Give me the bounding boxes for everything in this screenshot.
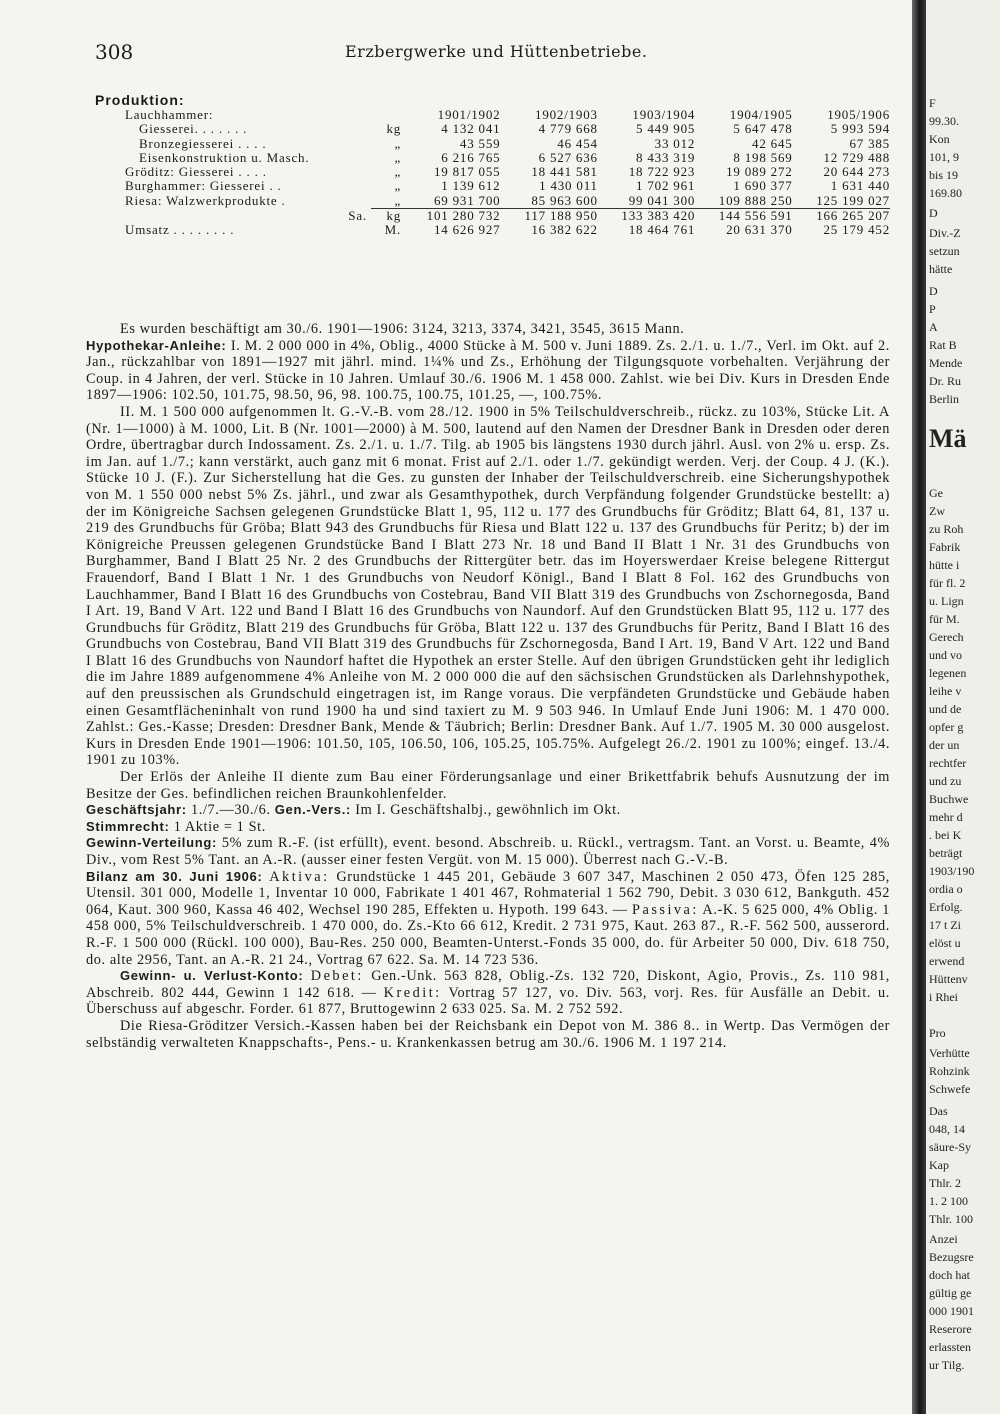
- geschaeftsjahr-value: 1./7.—30./6.: [191, 802, 271, 819]
- fragment-text: Verhütte: [929, 1046, 970, 1060]
- year-header: 1901/1902: [437, 108, 501, 122]
- fragment-text: Gerech: [929, 630, 964, 644]
- fragment-text: D: [929, 206, 938, 220]
- geschaeftsjahr-line: [86, 802, 890, 819]
- fragment-text: Div.-Z: [929, 226, 961, 240]
- adjacent-page-fragments: [926, 0, 1000, 1414]
- row-value: 109 888 250: [718, 193, 793, 208]
- fragment-text: Hüttenv: [929, 972, 968, 986]
- fragment-text: opfer g: [929, 720, 964, 734]
- row-value: 18 722 923: [628, 165, 696, 180]
- table-row: [125, 122, 890, 136]
- table-row: [125, 137, 890, 151]
- row-value: 33 012: [654, 136, 696, 151]
- umsatz-label: Umsatz . . . . . . . .: [125, 223, 235, 238]
- fragment-text: Schwefe: [929, 1082, 971, 1096]
- fragment-text: Rohzink: [929, 1064, 970, 1078]
- fragment-text: mehr d: [929, 810, 963, 824]
- row-value: 5 449 905: [636, 122, 696, 137]
- fragment-text: rechtfer: [929, 756, 967, 770]
- sum-value: 117 188 950: [500, 209, 597, 224]
- fragment-text: 000 1901: [929, 1304, 974, 1318]
- fragment-text: Mä: [929, 424, 967, 453]
- fragment-text: i Rhei: [929, 990, 958, 1004]
- fragment-text: Reserore: [929, 1322, 972, 1336]
- row-label: Bronzegiesserei . . . .: [139, 136, 267, 151]
- fragment-text: 99.30.: [929, 114, 959, 128]
- table-row: [125, 165, 890, 179]
- gewinn-verteilung-text: 5% zum R.-F. (ist erfüllt), event. besond. Abschreib. u. Rückl., vertragsm. Tant. an Vorst. u. Beamte, 4% Div., vom Rest 5% Tant. an A.-R. (ausser einer festen Vergüt. von M. 15 000). Überrest nach G.-V.-B.: [86, 835, 890, 868]
- fragment-text: Thlr. 100: [929, 1212, 973, 1226]
- sum-value: 144 556 591: [695, 209, 792, 224]
- fragment-text: beträgt: [929, 846, 963, 860]
- row-value: 8 433 319: [636, 150, 696, 165]
- row-value: 67 385: [849, 136, 890, 151]
- row-label: Gröditz: Giesserei . . . .: [125, 165, 267, 180]
- stimmrecht-heading: Stimmrecht:: [86, 818, 170, 834]
- riesa-paragraph: Die Riesa-Gröditzer Versich.-Kassen haben bei der Reichsbank ein Depot von M. 386 8.. in Wertp. Das Vermögen der selbständig verwalteten Knappschafts-, Pens.- u. Krankenkassen betrug am 30./6. 1906 M. 1 197 214.: [86, 1017, 890, 1051]
- sum-unit: kg: [371, 209, 403, 224]
- hypothek-heading: Hypothekar-Anleihe:: [86, 337, 227, 353]
- stimmrecht-value: 1 Aktie = 1 St.: [173, 818, 266, 835]
- guv-heading: Gewinn- u. Verlust-Konto:: [120, 968, 304, 984]
- passiva-heading: Passiva:: [632, 901, 699, 918]
- row-label: Eisenkonstruktion u. Masch.: [139, 150, 310, 165]
- gewinn-verteilung-paragraph: [86, 835, 890, 868]
- fragment-text: zu Roh: [929, 522, 964, 536]
- kredit-text: Vortrag 57 127, vo. Div. 563, vorj. Res. für Ausfälle an Debit. u. Überschuss auf abgeschr. Forder. 61 877, Bruttogewinn 2 633 025. Sa. M. 2 752 592.: [86, 984, 890, 1018]
- row-value: 6 216 765: [441, 150, 501, 165]
- row-value: 19 089 272: [726, 165, 793, 180]
- sum-value: 166 265 207: [793, 209, 890, 224]
- fragment-text: und vo: [929, 648, 962, 662]
- kredit-heading: Kredit:: [383, 984, 442, 1001]
- sum-value: 133 383 420: [598, 209, 695, 224]
- fragment-text: Ge: [929, 486, 943, 500]
- table-row: [125, 151, 890, 165]
- row-value: 43 559: [459, 136, 501, 151]
- row-value: 12 729 488: [823, 150, 890, 165]
- year-header: 1905/1906: [827, 108, 890, 122]
- row-unit: „: [394, 193, 402, 208]
- fragment-text: ur Tilg.: [929, 1358, 965, 1372]
- gewinn-verteilung-heading: Gewinn-Verteilung:: [86, 835, 218, 851]
- fragment-text: leihe v: [929, 684, 962, 698]
- debet-text: Gen.-Unk. 563 828, Oblig.-Zs. 132 720, Diskont, Agio, Provis., Zs. 110 981, Abschreib. 802 444, Gewinn 1 142 618. —: [86, 968, 890, 1001]
- employees-paragraph: Es wurden beschäftigt am 30./6. 1901—1906: 3124, 3213, 3374, 3421, 3545, 3615 Mann.: [120, 321, 685, 337]
- sum-value: 101 280 732: [403, 209, 500, 224]
- row-unit: „: [394, 150, 402, 165]
- fragment-text: ordia o: [929, 882, 963, 896]
- fragment-text: Das: [929, 1104, 948, 1118]
- fragment-text: erlassten: [929, 1340, 971, 1354]
- fragment-text: Berlin: [929, 392, 959, 406]
- fragment-text: A: [929, 320, 938, 334]
- aktiva-heading: Aktiva:: [269, 868, 330, 885]
- production-title: Produktion:: [95, 92, 185, 108]
- umsatz-value: 16 382 622: [531, 223, 598, 238]
- fragment-text: Pro: [929, 1026, 946, 1040]
- row-label: Giesserei. . . . . . .: [139, 122, 248, 137]
- fragment-text: Thlr. 2: [929, 1176, 961, 1190]
- fragment-text: für fl. 2: [929, 576, 966, 590]
- gen-vers-heading: Gen.-Vers.:: [274, 802, 352, 818]
- row-value: 8 198 569: [733, 150, 793, 165]
- fragment-text: der un: [929, 738, 960, 752]
- fragment-text: . bei K: [929, 828, 962, 842]
- fragment-text: Zw: [929, 504, 945, 518]
- fragment-text: D: [929, 284, 938, 298]
- fragment-text: legenen: [929, 666, 967, 680]
- row-label: Riesa: Walzwerkprodukte .: [125, 193, 286, 209]
- umsatz-value: 14 626 927: [433, 223, 501, 238]
- hypothek-paragraph-2: II. M. 1 500 000 aufgenommen lt. G.-V.-B. vom 28./12. 1900 in 5% Teilschuldverschreib., rückz. zu 103%, Stücke Lit. A (Nr. 1—1000) à M. 1000, Lit. B (Nr. 1001—2000) à M. 500, lautend auf den Namen der Dresdner Bank in Dresden oder deren Ordre, übertragbar durch Indossament. Zs. 2./1. u. 1./7. Tilg. ab 1905 bis längstens 1930 durch jährl. Ausl. von 2% u. ersp. Zs. im Jan. auf 1./7.; kann verstärkt, auch ganz mit 6 monat. Frist auf 2./1. oder 1./7. gekündigt werden. Verj. der Coup. 4 J. (K.). Stücke 10 J. (F.). Zur Sicherstellung hat die Ges. zu gunsten der Inhaber der Teilschuldverschreib. eine Sicherungshypothek von M. 1 550 000 nebst 5% Zs. jährl., und zwar als Gesamthypothek, durch Verpfändung folgender Grundstücke bestellt: a) der im Königreiche Sachsen gelegenen Grundstücke Blatt 1, 95, 112 u. 177 des Grundbuchs für Gröditz; Blatt 64, 81, 137 u. 219 des Grundbuchs für Gröba; Blatt 943 des Grundbuchs für Riesa und Blatt 122 u. 137 des Grundbuchs für Peritz; b) der im Königreiche Preussen gelegenen Grundstücke Band I Blatt 273 Nr. 18 und Band II Blatt 1 Nr. 31 des Grundbuchs von Burghammer, Band I Blatt 25 Nr. 2 des Grundbuchs der Rittergüter betr. das im Hoyerswerdaer Kreise belegene Rittergut Frauendorf, Band I Blatt 1 Nr. 1 des Grundbuchs von Neudorf Königl., Band I Blatt 8 Fol. 162 des Grundbuchs von Lauchhammer, Band I Blatt 16 des Grundbuchs von Costebrau, Band VII Blatt 319 des Grundbuchs von Zschornegosda, Band I Art. 19, Band V Art. 122 und Band I Blatt 16 des Grundbuchs von Naundorf. Auf den Grundstücken Blatt 95, 112 u. 177 des Grundbuchs für Gröditz, Blatt 219 des Grundbuchs für Gröba, Blatt 122 u. 137 des Grundbuchs für Peritz, Band I Blatt 16 des Grundbuchs von Costebrau, Band VII Blatt 319 des Grundbuchs für Zschornegosda, Band I Art. 19, Band V Art. 122 und Band I Blatt 16 des Grundbuchs von Naundorf haftet die Hypothek an erster Stelle. Auf den übrigen Grundstücken geht ihr lediglich die im Jahre 1889 aufgenommene 4% Anleihe von M. 2 000 000 die auf den sächsischen Grundstücken als Darlehnshypothek, auf den preussischen als Grundschuld eingetragen ist, im Range voraus. Die verpfändeten Grundstücke und Gebäude haben einen Gesamtflächeninhalt von rund 1900 ha und sind taxiert zu M. 9 503 946. In Umlauf Ende Juni 1906: M. 1 470 000. Zahlst.: Ges.-Kasse; Dresden: Dresdner Bank, Mende & Täubrich; Berlin: Dresdner Bank. Auf 1./7. 1905 M. 30 000 ausgelost. Kurs in Dresden Ende 1901—1906: 101.50, 105, 106.50, 106, 105.25, 105.75%. Aufgelegt 26./2. 1901 zu 100%; eingef. 13./4. 1901 zu 103%.: [86, 403, 890, 769]
- row-value: 6 527 636: [538, 150, 598, 165]
- row-value: 4 779 668: [538, 122, 598, 137]
- page-header: [95, 40, 885, 66]
- umsatz-value: 20 631 370: [726, 223, 793, 238]
- erloes-paragraph: Der Erlös der Anleihe II diente zum Bau einer Förderungsanlage und einer Brikettfabrik behufs Ausnutzung der im Besitze der Ges. befindlichen reichen Braunkohlenfelder.: [86, 769, 890, 802]
- fragment-text: erwend: [929, 954, 965, 968]
- fragment-text: Fabrik: [929, 540, 961, 554]
- table-row: [125, 179, 890, 193]
- row-value: 99 041 300: [628, 193, 696, 208]
- row-value: 5 647 478: [733, 122, 793, 137]
- fragment-text: säure-Sy: [929, 1140, 971, 1154]
- row-value: 1 702 961: [636, 179, 696, 194]
- row-value: 4 132 041: [441, 122, 501, 137]
- fragment-text: Mende: [929, 356, 963, 370]
- year-header: 1903/1904: [632, 108, 696, 122]
- fragment-text: hütte i: [929, 558, 960, 572]
- fragment-text: Bezugsre: [929, 1250, 974, 1264]
- running-head: Erzbergwerke und Hüttenbetriebe.: [345, 42, 648, 61]
- fragment-text: Anzei: [929, 1232, 958, 1246]
- fragment-text: F: [929, 96, 936, 110]
- gen-vers-value: Im I. Geschäftshalbj., gewöhnlich im Okt.: [355, 802, 621, 819]
- fragment-text: und de: [929, 702, 962, 716]
- fragment-text: Dr. Ru: [929, 374, 962, 388]
- sum-label: Sa.: [348, 208, 367, 223]
- fragment-text: 169.80: [929, 186, 962, 200]
- row-unit: „: [394, 179, 402, 194]
- body-text: [86, 321, 890, 1051]
- fragment-text: für M.: [929, 612, 960, 626]
- row-value: 20 644 273: [823, 165, 890, 180]
- row-value: 5 993 594: [830, 122, 890, 137]
- bilanz-paragraph: [86, 869, 890, 969]
- fragment-text: P: [929, 302, 936, 316]
- row-label: Burghammer: Giesserei . .: [125, 179, 282, 194]
- fragment-text: gültig ge: [929, 1286, 972, 1300]
- geschaeftsjahr-heading: Geschäftsjahr:: [86, 802, 187, 818]
- umsatz-value: 18 464 761: [628, 223, 696, 238]
- row-value: 42 645: [752, 136, 793, 151]
- fragment-text: 1. 2 100: [929, 1194, 968, 1208]
- row-value: 1 631 440: [830, 179, 890, 194]
- year-header: 1904/1905: [729, 108, 793, 122]
- umsatz-row: [125, 223, 890, 237]
- row-value: 46 454: [557, 136, 598, 151]
- fragment-text: Rat B: [929, 338, 957, 352]
- bilanz-heading: Bilanz am 30. Juni 1906:: [86, 868, 263, 884]
- fragment-text: und zu: [929, 774, 962, 788]
- fragment-text: doch hat: [929, 1268, 970, 1282]
- year-header: 1902/1903: [535, 108, 598, 122]
- row-unit: „: [394, 136, 402, 151]
- production-group-label: Lauchhammer:: [125, 108, 214, 122]
- hypothek-paragraph-1: [86, 338, 890, 404]
- fragment-text: 101, 9: [929, 150, 959, 164]
- fragment-text: setzun: [929, 244, 960, 258]
- table-row: [125, 194, 890, 209]
- debet-heading: Debet:: [310, 968, 364, 985]
- umsatz-unit: M.: [384, 223, 402, 238]
- row-unit: kg: [386, 122, 402, 137]
- page-number: 308: [95, 40, 134, 64]
- fragment-text: Kap: [929, 1158, 949, 1172]
- row-value: 85 963 600: [531, 193, 598, 208]
- fragment-text: bis 19: [929, 168, 959, 182]
- row-value: 1 139 612: [441, 179, 501, 194]
- row-value: 1 690 377: [733, 179, 793, 194]
- fragment-text: hätte: [929, 262, 953, 276]
- umsatz-value: 25 179 452: [823, 223, 890, 238]
- row-value: 1 430 011: [539, 179, 598, 194]
- row-unit: „: [394, 165, 402, 180]
- row-value: 125 199 027: [816, 193, 890, 208]
- fragment-text: Buchwe: [929, 792, 969, 806]
- fragment-text: 1903/190: [929, 864, 975, 878]
- stimmrecht-line: [86, 819, 890, 836]
- hypothek-text-1: I. M. 2 000 000 in 4%, Oblig., 4000 Stücke à M. 500 v. Juni 1889. Zs. 2./1. u. 1./7., Verl. im Okt. auf 2. Jan., rückzahlbar von 1891—1927 mit jährl. mind. 1¼% und Zs., Erhöhung der Tilgungsquote vorbehalten. Verjährung der Coup. in 4 Jahren, der verl. Stücke in 10 Jahren. Umlauf 30./6. 1906 M. 1 458 000. Zahlst. wie bei Div. Kurs in Dresden Ende 1897—1906: 102.50, 101.75, 98.50, 96, 98. 100.75, 100.75, 101.25, —, 100.75%.: [86, 337, 890, 404]
- row-value: 69 931 700: [433, 193, 501, 208]
- fragment-text: Erfolg.: [929, 900, 963, 914]
- row-value: 18 441 581: [531, 165, 598, 180]
- fragment-text: Kon: [929, 132, 950, 146]
- fragment-text: u. Lign: [929, 594, 964, 608]
- aktiva-text: Grundstücke 1 445 201, Gebäude 3 607 347, Maschinen 2 050 473, Öfen 125 285, Utensil. 301 000, Modelle 1, Inventar 10 000, Fabrikate 1 401 467, Rohmaterial 1 562 790, Debit. 3 030 612, Bankguth. 452 064, Kaut. 300 960, Kassa 46 402, Wechsel 190 285, Effekten u. Hypoth. 199 643. —: [86, 868, 890, 918]
- production-header-row: [125, 108, 890, 122]
- passiva-text: A.-K. 5 625 000, 4% Oblig. 1 458 000, 5% Teilschuldverschreib. 1 470 000, do. Zs.-Kto 66 612, Kredit. 2 731 975, Kaut. 263 87., R.-F. 562 500, ausserord. R.-F. 1 500 000 (Rückl. 100 000), Bau-Res. 250 000, Beamten-Unterst.-Fonds 35 000, do. für Arbeiter 50 000, Div. 618 750, do. alte 2956, Tant. an A.-R. 21 24., Vortrag 67 622. Sa. M. 14 723 536.: [86, 901, 890, 968]
- row-value: 19 817 055: [433, 165, 501, 180]
- guv-paragraph: [86, 968, 890, 1018]
- fragment-text: 048, 14: [929, 1122, 965, 1136]
- fragment-text: elöst u: [929, 936, 961, 950]
- book-gutter: [912, 0, 926, 1414]
- fragment-text: 17 t Zi: [929, 918, 961, 932]
- sum-row: [125, 209, 890, 224]
- production-table: [125, 108, 890, 238]
